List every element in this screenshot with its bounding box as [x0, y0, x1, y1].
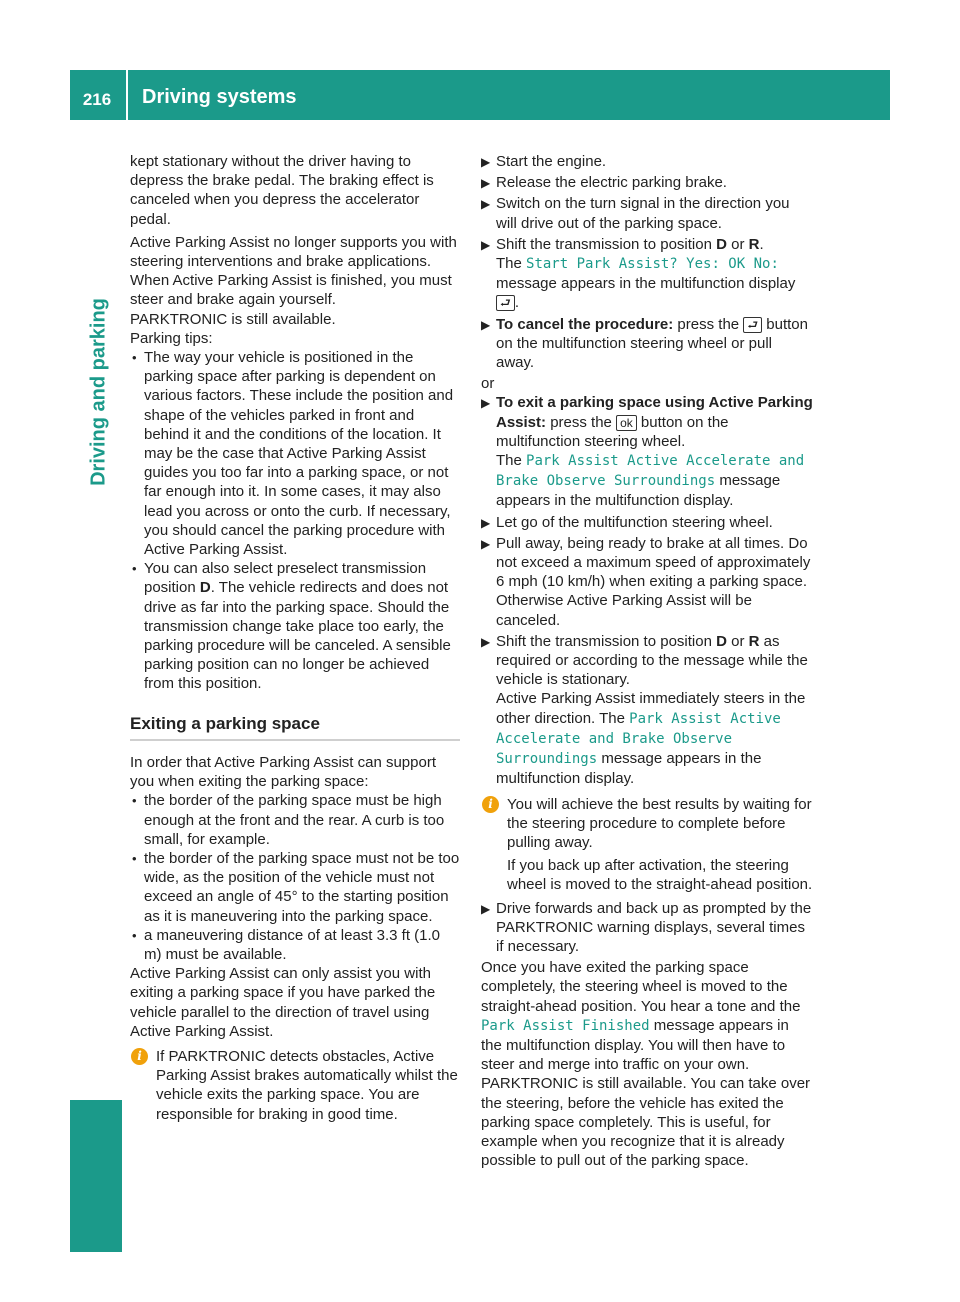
- step-arrow-icon: ▶: [481, 634, 491, 649]
- step-turn-signal: ▶ Switch on the turn signal in the direction you will drive out of the parking space.: [481, 195, 790, 232]
- step-exit-parking-space: ▶ To exit a parking space using Active Parking Assist: press the ok button on the multifunction steering wheel. The Park Assist Active Accelerate and Brake Observe Surroundings message appears in the multifunction display.: [481, 394, 813, 510]
- side-chapter-label: [84, 252, 114, 532]
- section-title: Exiting a parking space: [130, 713, 320, 733]
- section-divider: [130, 739, 460, 741]
- step-arrow-icon: ▶: [481, 396, 491, 411]
- info-icon: i: [482, 796, 499, 813]
- list-item-condition-1: • the border of the parking space must be high enough at the front and the rear. A curb is too small, for example.: [132, 792, 445, 848]
- chapter-title: Driving systems: [142, 86, 297, 108]
- list-item-condition-2: • the border of the parking space must not be too wide, as the position of the vehicle must not exceed an angle of 45° to the starting position as it is maneuvering into the parking space.: [132, 849, 460, 925]
- paragraph-no-support: Active Parking Assist no longer supports you with steering interventions and brake applications. When Active Parking Assist is finished, you must steer and brake again yourself.: [130, 233, 457, 309]
- bullet-icon: •: [132, 561, 137, 577]
- left-column: [130, 152, 460, 1128]
- info-note-obstacles: i If PARKTRONIC detects obstacles, Active Parking Assist brakes automatically whilst the vehicle exits the parking space. You are responsible for braking in good time.: [130, 1047, 460, 1124]
- step-arrow-icon: ▶: [481, 536, 491, 551]
- step-arrow-icon: ▶: [481, 901, 491, 916]
- paragraph-parallel: Active Parking Assist can only assist you with exiting a parking space if you have parked the vehicle parallel to the direction of travel using Active Parking Assist.: [130, 965, 436, 1040]
- list-item-tip-2: • You can also select preselect transmission position D. The vehicle redirects and does not drive as far into the parking space. Should the transmission change take place too early, the parking procedure will be canceled. A sensible parking position can no longer be achieved from this position.: [132, 560, 451, 693]
- display-message: Park Assist Active Accelerate and Brake Observe Surroundings: [496, 710, 781, 768]
- paragraph-braking: kept stationary without the driver having to depress the brake pedal. The braking effect is canceled when you depress the accelerator pedal.: [130, 153, 434, 228]
- paragraph-take-over: PARKTRONIC is still available. You can take over the steering, before the vehicle has exited the parking space completely. This is useful, for example when you recognize that it is already possible to pull out of the parking space.: [481, 1075, 811, 1170]
- side-chapter-label-text: Driving and parking: [87, 298, 110, 486]
- bullet-icon: •: [132, 927, 137, 943]
- step-drive-back-forth: ▶ Drive forwards and back up as prompted by the PARKTRONIC warning displays, several times if necessary.: [481, 899, 812, 955]
- back-button-icon: ⮐: [743, 317, 762, 333]
- step-arrow-icon: ▶: [481, 317, 491, 332]
- side-color-block: [70, 1100, 122, 1252]
- step-arrow-icon: ▶: [481, 515, 491, 530]
- header-divider: [126, 70, 128, 120]
- paragraph-parking-tips: Parking tips:: [130, 329, 213, 347]
- display-message: Park Assist Active Accelerate and Brake Observe Surroundings: [496, 453, 805, 490]
- list-item-tip-1: • The way your vehicle is positioned in the parking space after parking is dependent on various factors. These include the position and shape of the vehicles parked in front and behind it and the conditions of the location. It may be the case that Active Parking Assist guides you too far into a parking space, or not far enough into it. In some cases, it may also lead you across or onto the curb. If necessary, you should cancel the parking procedure with Active Parking Assist.: [132, 349, 454, 559]
- paragraph-exit-complete: Once you have exited the parking space completely, the steering wheel is moved to the straight-ahead position. You hear a tone and the Park Assist Finished message appears in the multifunction display. You will then have to steer and merge into traffic on your own.: [481, 959, 801, 1074]
- display-message: Start Park Assist? Yes: OK No:: [526, 256, 779, 273]
- page-number: 216: [82, 90, 112, 109]
- paragraph-exit-intro: In order that Active Parking Assist can support you when exiting the parking space:: [130, 753, 436, 791]
- back-arrow-icon: ⮐: [496, 295, 515, 311]
- info-icon: i: [131, 1048, 148, 1065]
- list-item-condition-3: • a maneuvering distance of at least 3.3 ft (1.0 m) must be available.: [132, 926, 441, 963]
- step-cancel-procedure: ▶ To cancel the procedure: press the ⮐ button on the multifunction steering wheel or pull away.: [481, 315, 808, 372]
- bullet-icon: •: [132, 850, 137, 866]
- step-shift-transmission: ▶ Shift the transmission to position D or R. The Start Park Assist? Yes: OK No: message appears in the multifunction display ⮐ .: [481, 235, 796, 312]
- step-arrow-icon: ▶: [481, 155, 491, 169]
- step-let-go-wheel: ▶ Let go of the multifunction steering wheel.: [481, 513, 813, 532]
- paragraph-parktronic-available: PARKTRONIC is still available.: [130, 310, 336, 328]
- step-arrow-icon: ▶: [481, 237, 491, 252]
- step-start-engine: ▶ Start the engine.: [481, 152, 813, 171]
- step-pull-away: ▶ Pull away, being ready to brake at all times. Do not exceed a maximum speed of approximately 6 mph (10 km/h) when exiting a parking space. Otherwise Active Parking Assist will be canceled.: [481, 534, 811, 629]
- bullet-icon: •: [132, 793, 137, 809]
- step-arrow-icon: ▶: [481, 176, 491, 191]
- info-note-best-results: i You will achieve the best results by waiting for the steering procedure to complete before pulling away. If you back up after activation, the steering wheel is moved to the straight-ahead position.: [481, 795, 813, 895]
- bullet-icon: •: [132, 350, 137, 366]
- step-arrow-icon: ▶: [481, 197, 491, 212]
- right-column: [481, 152, 813, 1170]
- display-message: Park Assist Finished: [481, 1017, 650, 1034]
- or-label: or: [481, 375, 495, 393]
- step-release-brake: ▶ Release the electric parking brake.: [481, 173, 813, 192]
- ok-button-icon: ok: [616, 415, 637, 431]
- step-shift-d-or-r: ▶ Shift the transmission to position D or R as required or according to the message while the vehicle is stationary. Active Parking Assist immediately steers in the other direction. The Park Assist Active Accelerate and Brake Observe Surroundings message appears in the multifunction display.: [481, 632, 808, 788]
